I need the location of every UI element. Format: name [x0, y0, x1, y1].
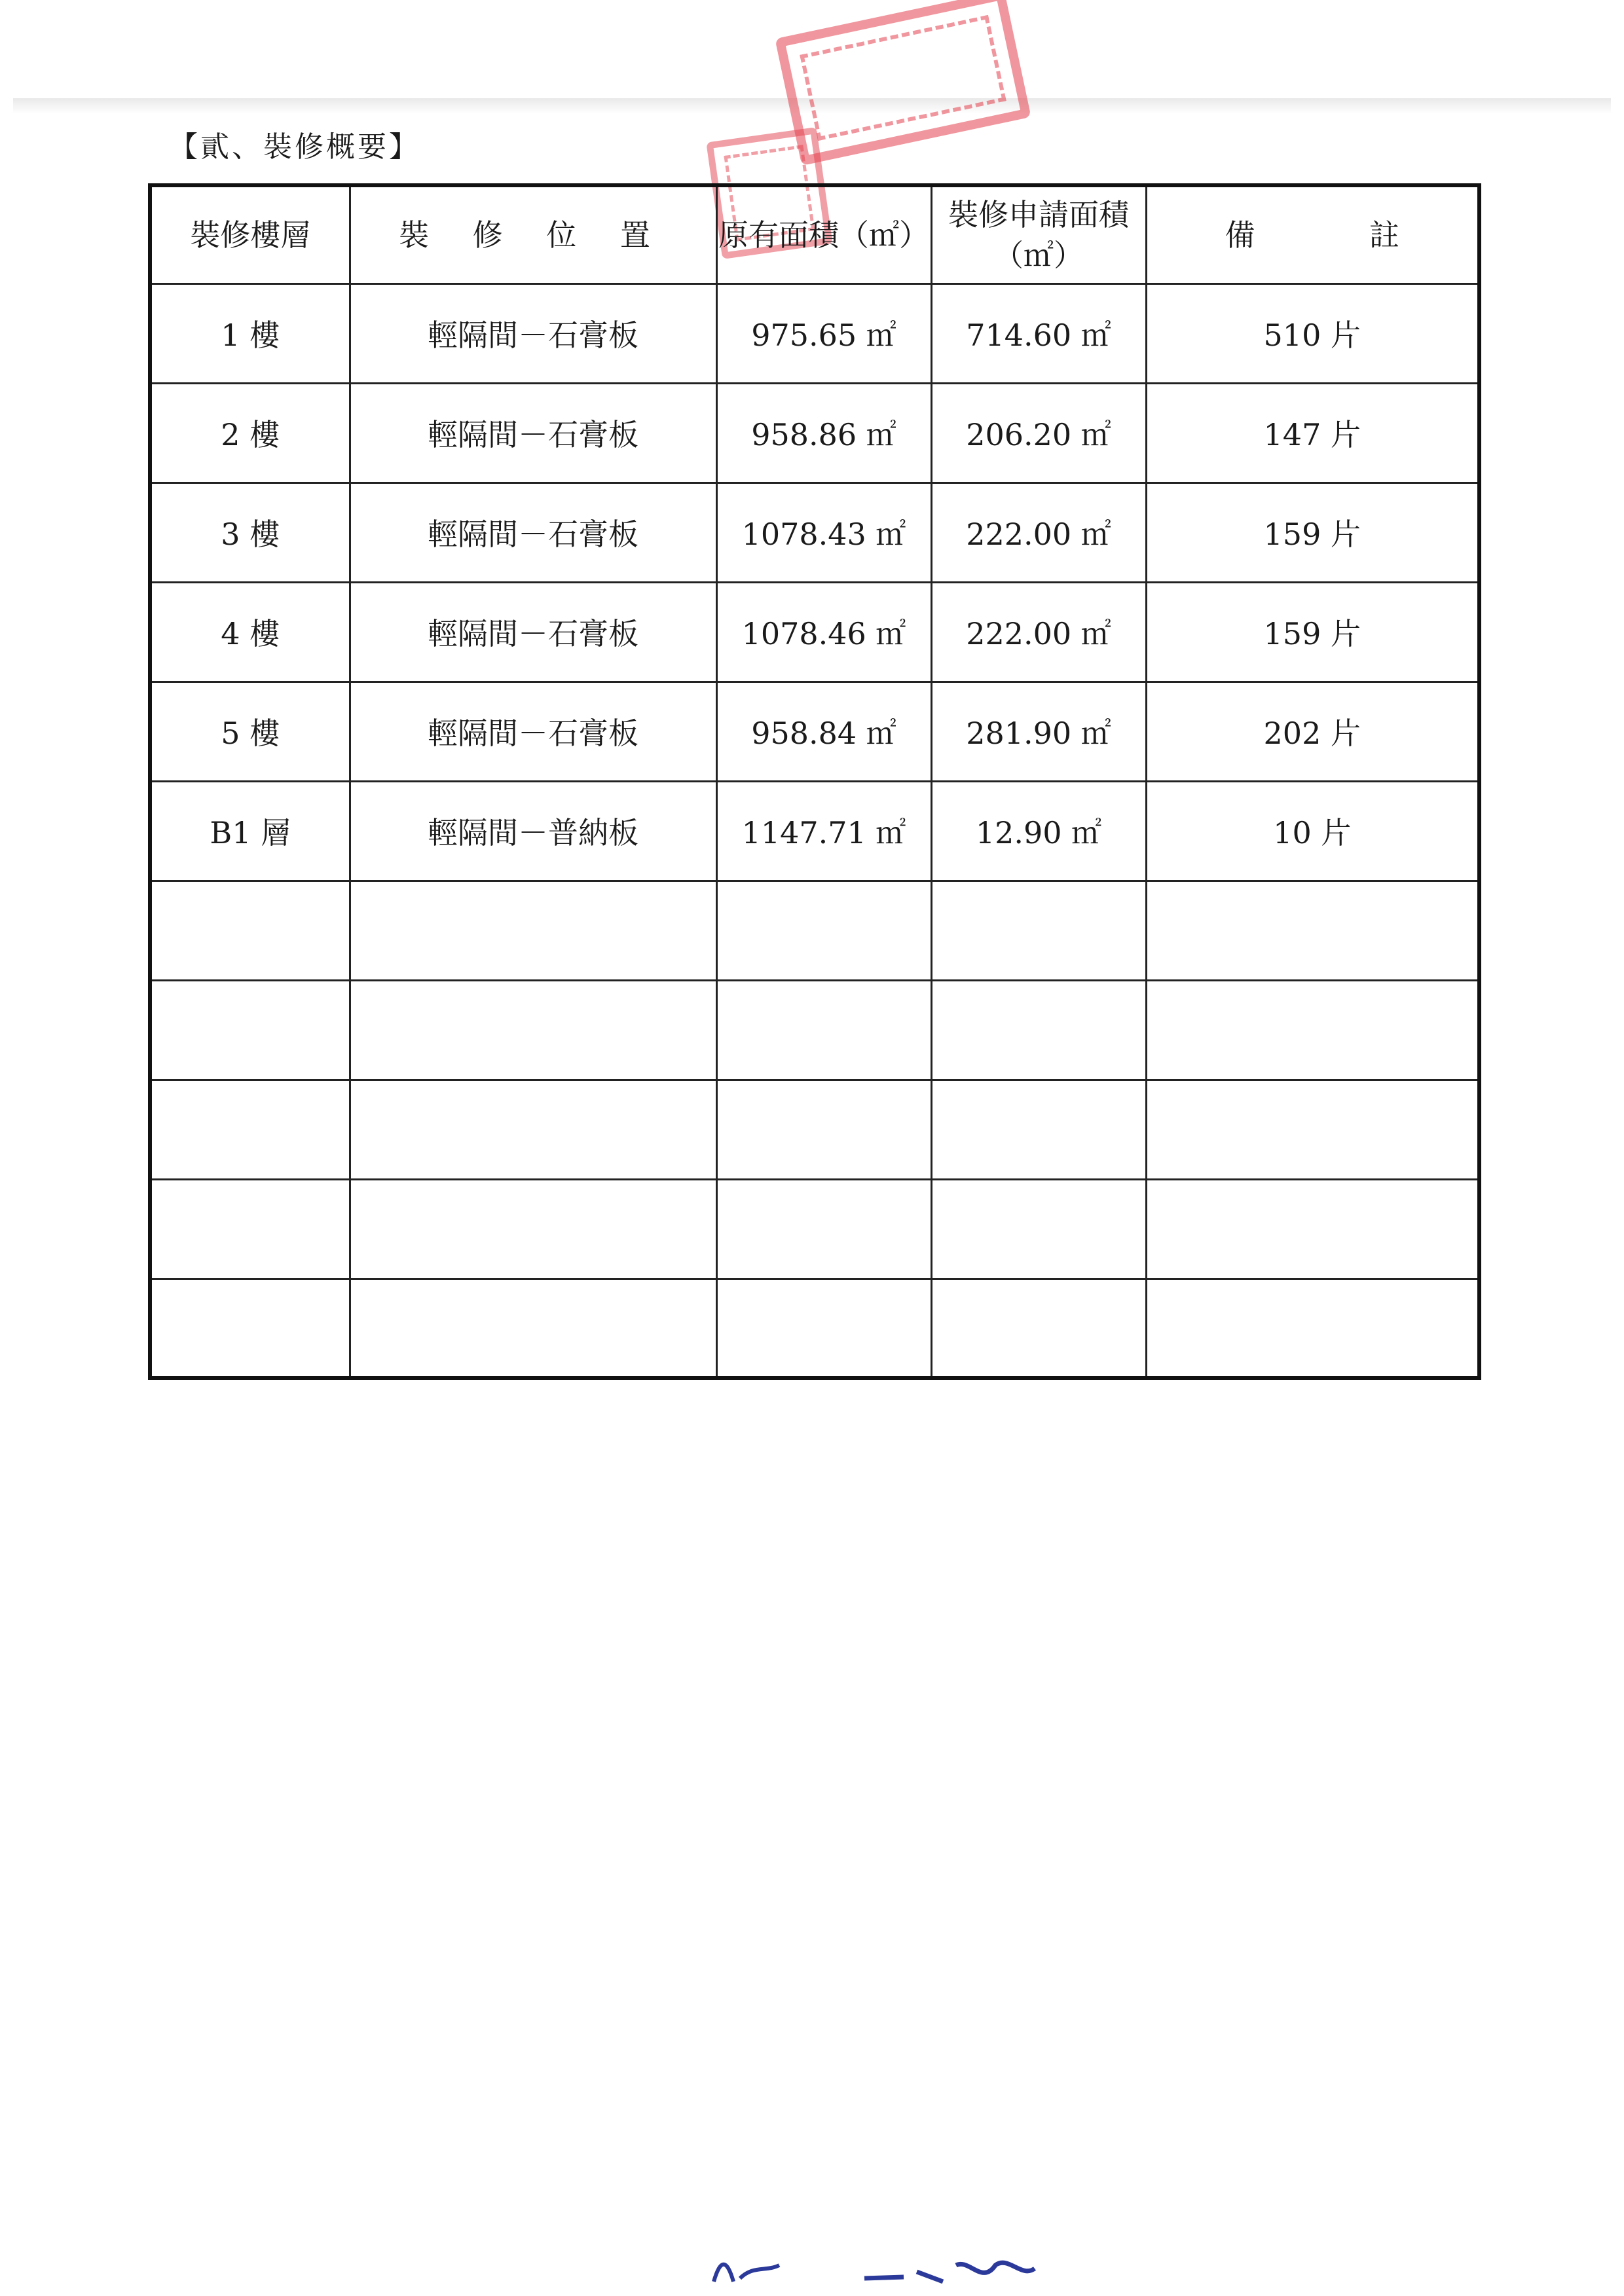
renovation-overview-table	[148, 183, 1481, 1380]
cell-applied-area: 222.00 ㎡	[931, 483, 1146, 582]
header-original-area: 原有面積（㎡）	[716, 185, 931, 283]
section-title: 【貳、裝修概要】	[169, 130, 420, 164]
cell-original-area: 1078.46 ㎡	[716, 582, 931, 682]
cell-empty	[931, 1279, 1146, 1378]
cell-location: 輕隔間－普納板	[350, 781, 716, 881]
cell-location: 輕隔間－石膏板	[350, 383, 716, 483]
table-header-row	[150, 185, 1479, 283]
cell-empty	[350, 881, 716, 980]
cell-empty	[716, 980, 931, 1080]
cell-empty	[716, 1080, 931, 1179]
cell-applied-area: 12.90 ㎡	[931, 781, 1146, 881]
signature-scribble	[707, 2252, 1048, 2285]
cell-remarks: 10 片	[1146, 781, 1479, 881]
cell-empty	[931, 1080, 1146, 1179]
table-row-empty	[150, 881, 1479, 980]
cell-remarks: 510 片	[1146, 283, 1479, 383]
table-row	[150, 283, 1479, 383]
cell-empty	[350, 980, 716, 1080]
cell-empty	[931, 881, 1146, 980]
cell-original-area: 975.65 ㎡	[716, 283, 931, 383]
cell-empty	[1146, 1080, 1479, 1179]
cell-empty	[150, 881, 350, 980]
cell-floor: 4 樓	[150, 582, 350, 682]
cell-floor: 1 樓	[150, 283, 350, 383]
cell-applied-area: 222.00 ㎡	[931, 582, 1146, 682]
cell-location: 輕隔間－石膏板	[350, 283, 716, 383]
cell-original-area: 958.84 ㎡	[716, 682, 931, 781]
table-row	[150, 781, 1479, 881]
cell-empty	[1146, 881, 1479, 980]
cell-remarks: 202 片	[1146, 682, 1479, 781]
cell-original-area: 1078.43 ㎡	[716, 483, 931, 582]
header-floor: 裝修樓層	[150, 185, 350, 283]
cell-empty	[150, 980, 350, 1080]
cell-empty	[350, 1279, 716, 1378]
table-row-empty	[150, 1080, 1479, 1179]
cell-applied-area: 714.60 ㎡	[931, 283, 1146, 383]
header-remarks: 備 註	[1146, 185, 1479, 283]
cell-empty	[716, 1279, 931, 1378]
cell-empty	[716, 1179, 931, 1279]
table-row	[150, 483, 1479, 582]
cell-location: 輕隔間－石膏板	[350, 682, 716, 781]
table-row	[150, 582, 1479, 682]
cell-empty	[931, 980, 1146, 1080]
table-row	[150, 383, 1479, 483]
cell-empty	[150, 1179, 350, 1279]
cell-floor: 5 樓	[150, 682, 350, 781]
cell-empty	[931, 1179, 1146, 1279]
cell-empty	[1146, 1279, 1479, 1378]
cell-remarks: 147 片	[1146, 383, 1479, 483]
cell-empty	[1146, 980, 1479, 1080]
cell-empty	[150, 1279, 350, 1378]
table-row-empty	[150, 1279, 1479, 1378]
cell-floor: 3 樓	[150, 483, 350, 582]
table-row	[150, 682, 1479, 781]
cell-original-area: 1147.71 ㎡	[716, 781, 931, 881]
cell-location: 輕隔間－石膏板	[350, 582, 716, 682]
table-row-empty	[150, 980, 1479, 1080]
cell-empty	[1146, 1179, 1479, 1279]
cell-empty	[350, 1179, 716, 1279]
header-applied-area: 裝修申請面積（㎡）	[931, 185, 1146, 283]
cell-empty	[150, 1080, 350, 1179]
cell-floor: 2 樓	[150, 383, 350, 483]
header-location: 裝 修 位 置	[350, 185, 716, 283]
cell-applied-area: 206.20 ㎡	[931, 383, 1146, 483]
cell-location: 輕隔間－石膏板	[350, 483, 716, 582]
cell-remarks: 159 片	[1146, 582, 1479, 682]
table-row-empty	[150, 1179, 1479, 1279]
cell-floor: B1 層	[150, 781, 350, 881]
cell-empty	[716, 881, 931, 980]
cell-empty	[350, 1080, 716, 1179]
cell-original-area: 958.86 ㎡	[716, 383, 931, 483]
cell-remarks: 159 片	[1146, 483, 1479, 582]
cell-applied-area: 281.90 ㎡	[931, 682, 1146, 781]
